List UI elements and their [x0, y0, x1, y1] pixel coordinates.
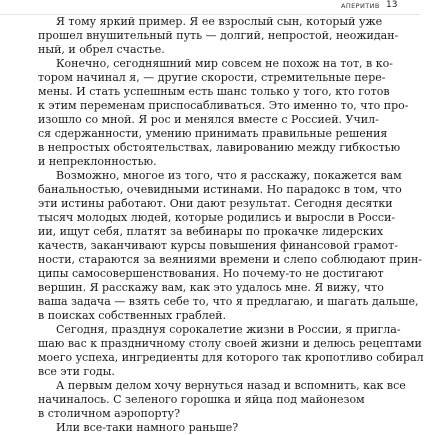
text-line: в столичном аэропорту? — [38, 407, 180, 420]
text-line: тором начинал я, — другие скорости, стремительные пере- — [38, 71, 386, 84]
text-line: вершин. Я расскажу вам, как это удалось мне. Я вижу, что — [38, 281, 384, 294]
text-line: Я тому яркий пример. Я ее взрослый сын, который уже — [56, 15, 383, 28]
text-line: ся сдержанности, умению принимать правильные решения — [38, 127, 388, 140]
text-line: прошел внушительный путь — долгий, непростой, неожидан- — [38, 29, 399, 42]
text-line: все эти годы. — [38, 365, 115, 378]
text-line: ципы самосовершенствования. Но почему-то не достигают — [38, 267, 384, 280]
text-line: мены. И стать успешным есть шанс только у того, кто готов — [38, 85, 390, 98]
text-line: в непростых обстоятельствах, лавированию между гибкостью — [38, 141, 401, 154]
text-line: шаю вас к праздничному столу своей жизни и делюсь рецептами — [38, 337, 422, 350]
text-line: Конечно, сегодняшний мир совсем не похож на тот, в ко- — [56, 57, 393, 70]
text-line: качеств, заканчивают курсы повышения финансовой грамот- — [38, 239, 398, 252]
text-line: в поисках собственных граблей. — [38, 309, 227, 322]
text-line: А первым делом хочу вернуться назад и вспомнить, как все — [56, 379, 406, 392]
running-head: АПЕРИТИВ — [341, 2, 380, 10]
text-line: ный, и обрел счастье. — [38, 43, 165, 56]
text-line: и непреклонностью. — [38, 155, 157, 168]
text-line: Возможно, многое из того, что я расскажу, покажется вам — [56, 169, 402, 182]
text-line: банальностью, очевидными истинами. Но парадокс в том, что — [38, 183, 402, 196]
text-line: тысяч молодых людей, которые родились и выросли в Росси- — [38, 211, 396, 224]
text-line: ности, стараются за веяниями времени и слепо соблюдают прин- — [38, 253, 422, 266]
text-line: моего успеха, ингредиенты для которого так кропотливо собирал — [38, 351, 424, 364]
page-header — [0, 0, 420, 15]
text-line: эти истины работают. Они дают результат. Сегодня десятки — [38, 197, 393, 210]
text-line: изошло со мной. Я рос и менялся вместе с Россией. Учил- — [38, 113, 379, 126]
text-line: Или все-таки намного раньше? — [56, 421, 239, 434]
text-line: ии, ищут себя, платят за вебинары по прокачке лидерских — [38, 225, 384, 238]
text-line: начиналось. С зеленого горошка и яйца под майонезом — [38, 393, 365, 406]
text-line: ваша задача — взять себе то, что я предлагаю, и шагать дальше, — [38, 295, 419, 308]
text-line: Сегодня, празднуя сорокалетие жизни в России, я пригла- — [56, 323, 401, 336]
page-number: 13 — [386, 0, 398, 10]
text-line: к этим переменам приспосабливаться. Это именно то, что про- — [38, 99, 409, 112]
